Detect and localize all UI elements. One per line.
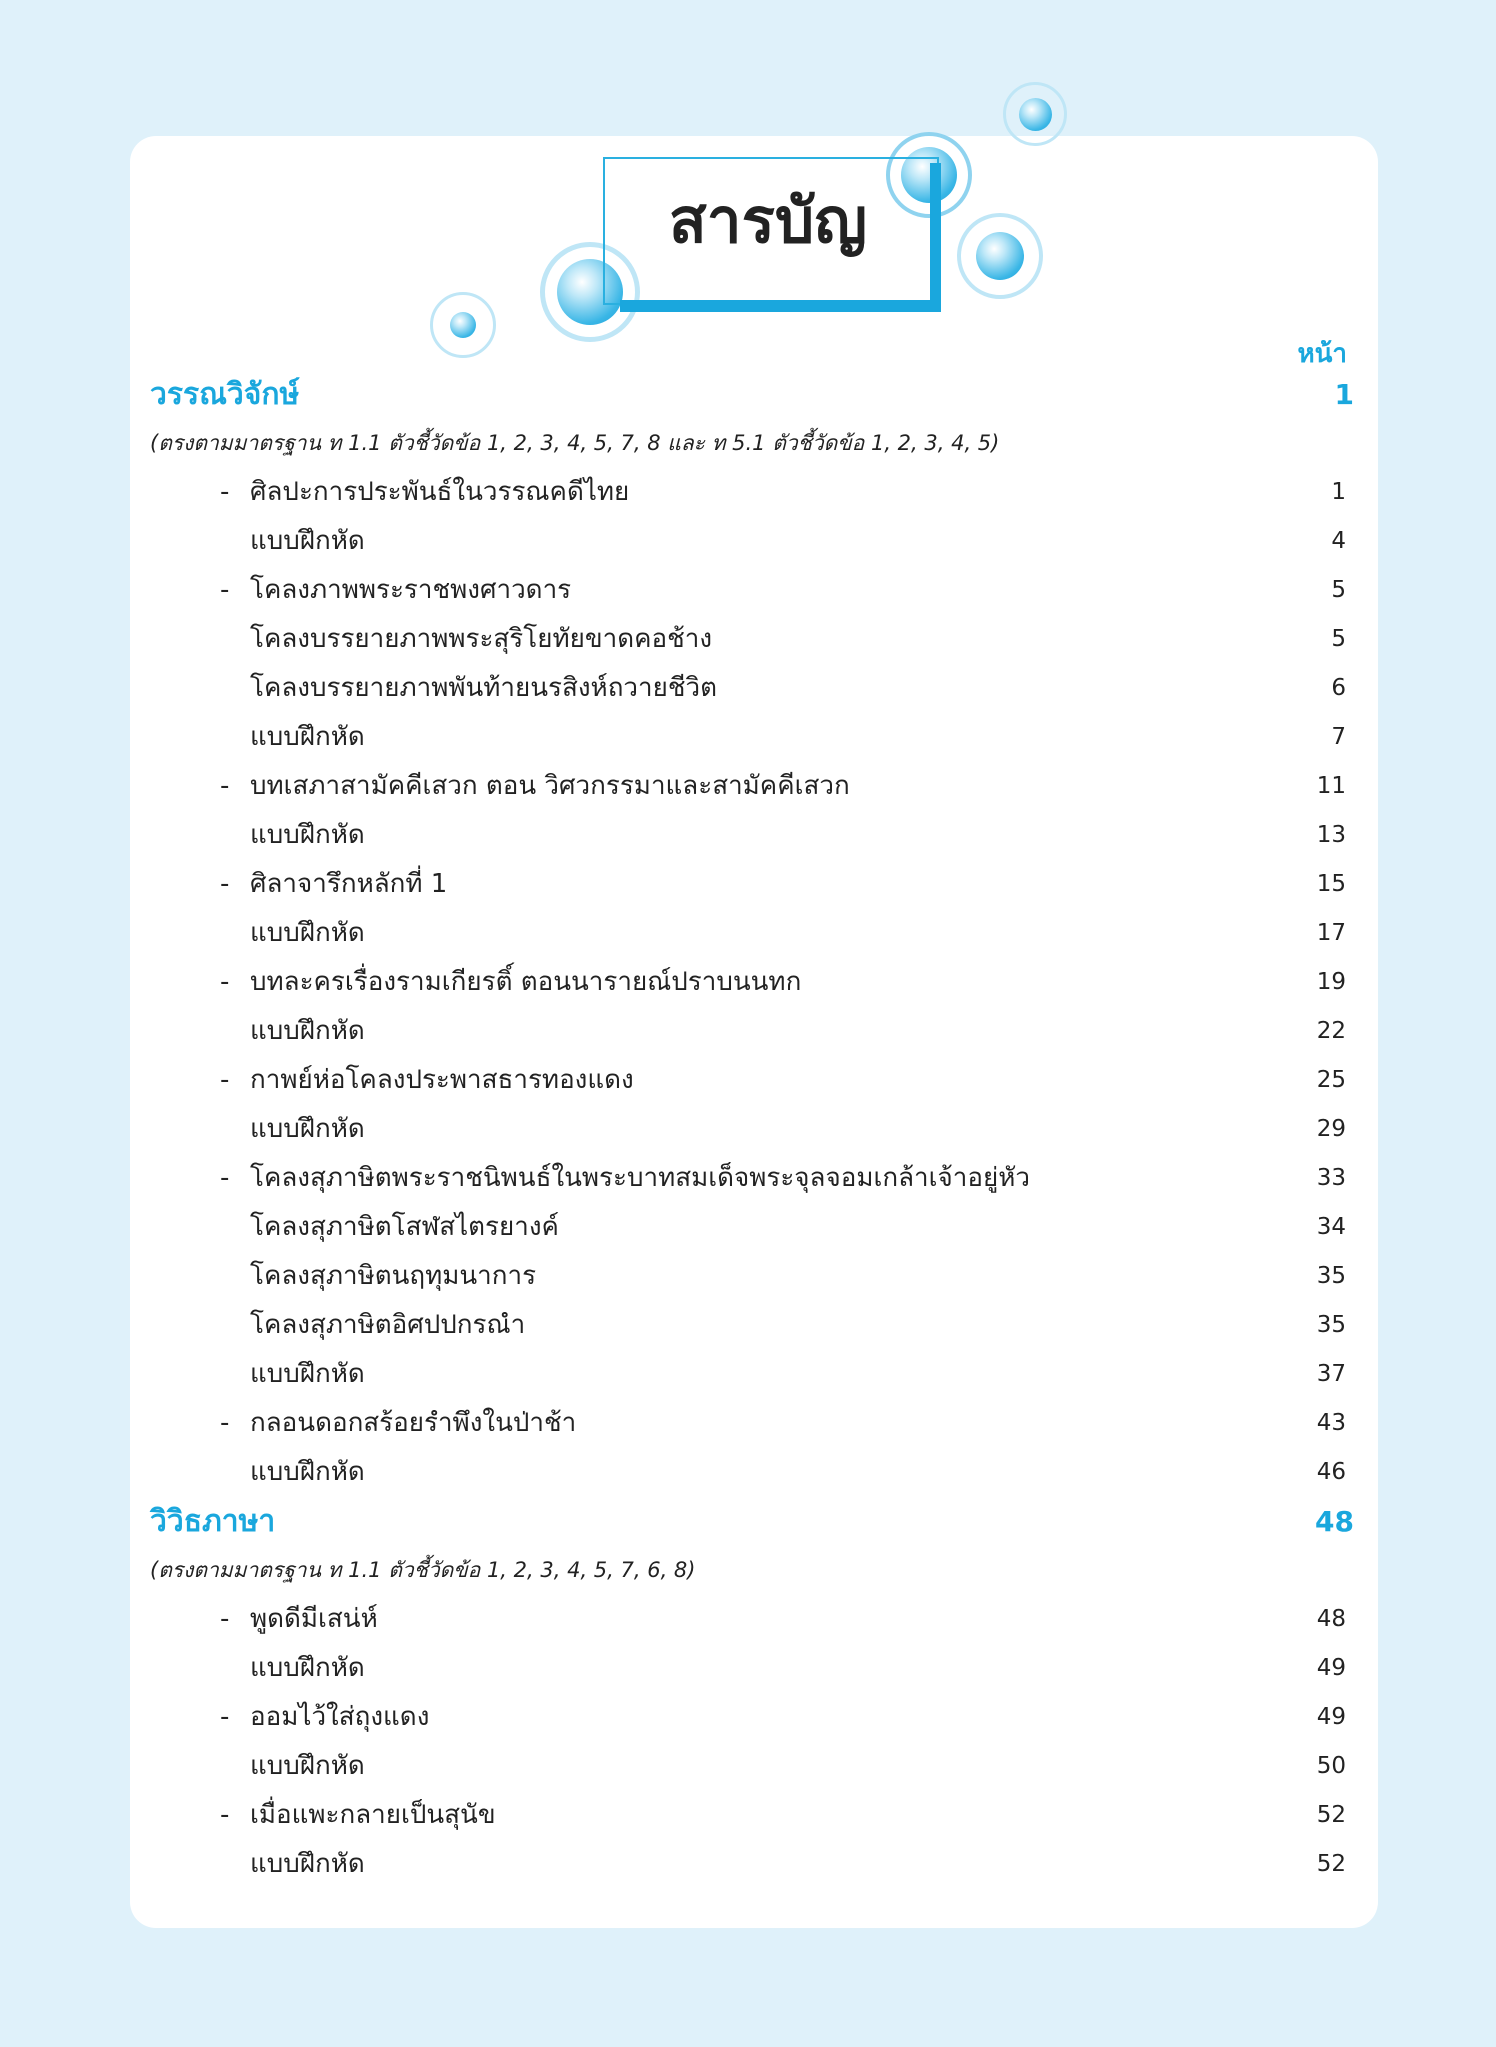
entry-label: แบบฝึกหัด	[250, 1359, 365, 1389]
section-page-number: 1	[1334, 378, 1354, 411]
entry-label: พูดดีมีเสน่ห์	[250, 1604, 378, 1634]
entry-label: ออมไว้ใส่ถุงแดง	[250, 1702, 430, 1732]
entry-page-number: 49	[1316, 1655, 1346, 1681]
entry-label: บทละครเรื่องรามเกียรติ์ ตอนนารายณ์ปราบนนทก	[250, 967, 802, 997]
toc-subentry[interactable]	[150, 1203, 1346, 1252]
section-standards-note	[150, 1546, 1346, 1595]
bubble-decoration-icon	[430, 292, 496, 358]
standards-note-text: (ตรงตามมาตรฐาน ท 1.1 ตัวชี้วัดข้อ 1, 2, 3, 4, 5, 7, 6, 8)	[150, 1558, 696, 1582]
toc-entry[interactable]	[150, 1399, 1346, 1448]
entry-page-number: 5	[1331, 577, 1346, 603]
entry-label: แบบฝึกหัด	[250, 1653, 365, 1683]
toc-subentry[interactable]	[150, 1644, 1346, 1693]
toc-subentry[interactable]	[150, 909, 1346, 958]
entry-label: แบบฝึกหัด	[250, 722, 365, 752]
toc-entry[interactable]	[150, 958, 1346, 1007]
entry-label: โคลงภาพพระราชพงศาวดาร	[250, 575, 572, 605]
section-title: วิวิธภาษา	[150, 1504, 276, 1539]
entry-page-number: 19	[1316, 969, 1346, 995]
entry-page-number: 46	[1316, 1459, 1346, 1485]
page-column-header: หน้า	[1297, 339, 1347, 369]
standards-note-text: (ตรงตามมาตรฐาน ท 1.1 ตัวชี้วัดข้อ 1, 2, 3, 4, 5, 7, 8 และ ท 5.1 ตัวชี้วัดข้อ 1, 2, 3, 4, 5)	[150, 431, 1000, 455]
entry-label: โคลงสุภาษิตโสฬสไตรยางค์	[250, 1212, 559, 1242]
title-frame-shadow-bottom	[620, 300, 941, 312]
bullet-dash: -	[220, 1065, 230, 1095]
bubble-decoration-icon	[957, 213, 1043, 299]
entry-label: โคลงสุภาษิตอิศปปกรณำ	[250, 1310, 526, 1340]
entry-page-number: 22	[1316, 1018, 1346, 1044]
toc-entry[interactable]	[150, 468, 1346, 517]
entry-page-number: 25	[1316, 1067, 1346, 1093]
bullet-dash: -	[220, 575, 230, 605]
entry-label: แบบฝึกหัด	[250, 820, 365, 850]
entry-label: กลอนดอกสร้อยรำพึงในป่าช้า	[250, 1408, 577, 1438]
toc-subentry[interactable]	[150, 1840, 1346, 1889]
entry-page-number: 37	[1316, 1361, 1346, 1387]
entry-label: แบบฝึกหัด	[250, 1457, 365, 1487]
entry-label: แบบฝึกหัด	[250, 918, 365, 948]
toc-subentry[interactable]	[150, 615, 1346, 664]
section-title: วรรณวิจักษ์	[150, 377, 300, 412]
toc-subentry[interactable]	[150, 1252, 1346, 1301]
bullet-dash: -	[220, 1604, 230, 1634]
toc-entry[interactable]	[150, 1056, 1346, 1105]
toc-subentry[interactable]	[150, 811, 1346, 860]
entry-page-number: 17	[1316, 920, 1346, 946]
entry-page-number: 48	[1316, 1606, 1346, 1632]
entry-page-number: 4	[1331, 528, 1346, 554]
toc-entry[interactable]	[150, 1791, 1346, 1840]
entry-label: โคลงสุภาษิตนฤทุมนาการ	[250, 1261, 537, 1291]
bullet-dash: -	[220, 1702, 230, 1732]
entry-page-number: 7	[1331, 724, 1346, 750]
entry-page-number: 52	[1316, 1802, 1346, 1828]
entry-page-number: 11	[1316, 773, 1346, 799]
bullet-dash: -	[220, 967, 230, 997]
entry-label: แบบฝึกหัด	[250, 526, 365, 556]
toc-subentry[interactable]	[150, 1301, 1346, 1350]
page-title: สารบัญ	[668, 184, 868, 257]
bubble-decoration-icon	[1003, 82, 1067, 146]
entry-label: กาพย์ห่อโคลงประพาสธารทองแดง	[250, 1065, 634, 1095]
toc-entry[interactable]	[150, 1154, 1346, 1203]
entry-label: บทเสภาสามัคคีเสวก ตอน วิศวกรรมาและสามัคคีเสวก	[250, 771, 850, 801]
entry-label: แบบฝึกหัด	[250, 1849, 365, 1879]
section-heading[interactable]	[150, 1497, 1354, 1546]
toc-entry[interactable]	[150, 1693, 1346, 1742]
entry-page-number: 15	[1316, 871, 1346, 897]
entry-label: ศิลปะการประพันธ์ในวรรณคดีไทย	[250, 477, 630, 507]
entry-label: เมื่อแพะกลายเป็นสุนัข	[250, 1800, 496, 1830]
toc-subentry[interactable]	[150, 1742, 1346, 1791]
entry-page-number: 35	[1316, 1312, 1346, 1338]
entry-page-number: 13	[1316, 822, 1346, 848]
bullet-dash: -	[220, 1163, 230, 1193]
toc-entry[interactable]	[150, 566, 1346, 615]
entry-page-number: 34	[1316, 1214, 1346, 1240]
toc-entry[interactable]	[150, 1595, 1346, 1644]
toc-subentry[interactable]	[150, 1350, 1346, 1399]
section-page-number: 48	[1315, 1505, 1354, 1538]
entry-label: แบบฝึกหัด	[250, 1114, 365, 1144]
entry-page-number: 29	[1316, 1116, 1346, 1142]
entry-page-number: 1	[1331, 479, 1346, 505]
entry-page-number: 43	[1316, 1410, 1346, 1436]
entry-label: โคลงบรรยายภาพพันท้ายนรสิงห์ถวายชีวิต	[250, 673, 717, 703]
toc-subentry[interactable]	[150, 517, 1346, 566]
entry-label: โคลงบรรยายภาพพระสุริโยทัยขาดคอช้าง	[250, 624, 713, 654]
entry-page-number: 33	[1316, 1165, 1346, 1191]
bullet-dash: -	[220, 771, 230, 801]
entry-page-number: 5	[1331, 626, 1346, 652]
entry-page-number: 49	[1316, 1704, 1346, 1730]
entry-page-number: 50	[1316, 1753, 1346, 1779]
entry-label: แบบฝึกหัด	[250, 1016, 365, 1046]
section-standards-note	[150, 419, 1346, 468]
toc-subentry[interactable]	[150, 1105, 1346, 1154]
bullet-dash: -	[220, 1408, 230, 1438]
section-heading[interactable]	[150, 370, 1354, 419]
toc-subentry[interactable]	[150, 1448, 1346, 1497]
entry-page-number: 35	[1316, 1263, 1346, 1289]
entry-label: โคลงสุภาษิตพระราชนิพนธ์ในพระบาทสมเด็จพระจุลจอมเกล้าเจ้าอยู่หัว	[250, 1163, 1030, 1193]
toc-subentry[interactable]	[150, 1007, 1346, 1056]
bullet-dash: -	[220, 1800, 230, 1830]
toc-entry[interactable]	[150, 762, 1346, 811]
entry-page-number: 52	[1316, 1851, 1346, 1877]
entry-page-number: 6	[1331, 675, 1346, 701]
toc-subentry[interactable]	[150, 713, 1346, 762]
bullet-dash: -	[220, 477, 230, 507]
toc-subentry[interactable]	[150, 664, 1346, 713]
entry-label: แบบฝึกหัด	[250, 1751, 365, 1781]
entry-label: ศิลาจารึกหลักที่ 1	[250, 869, 448, 899]
toc-entry[interactable]	[150, 860, 1346, 909]
table-of-contents	[150, 370, 1354, 1889]
bullet-dash: -	[220, 869, 230, 899]
